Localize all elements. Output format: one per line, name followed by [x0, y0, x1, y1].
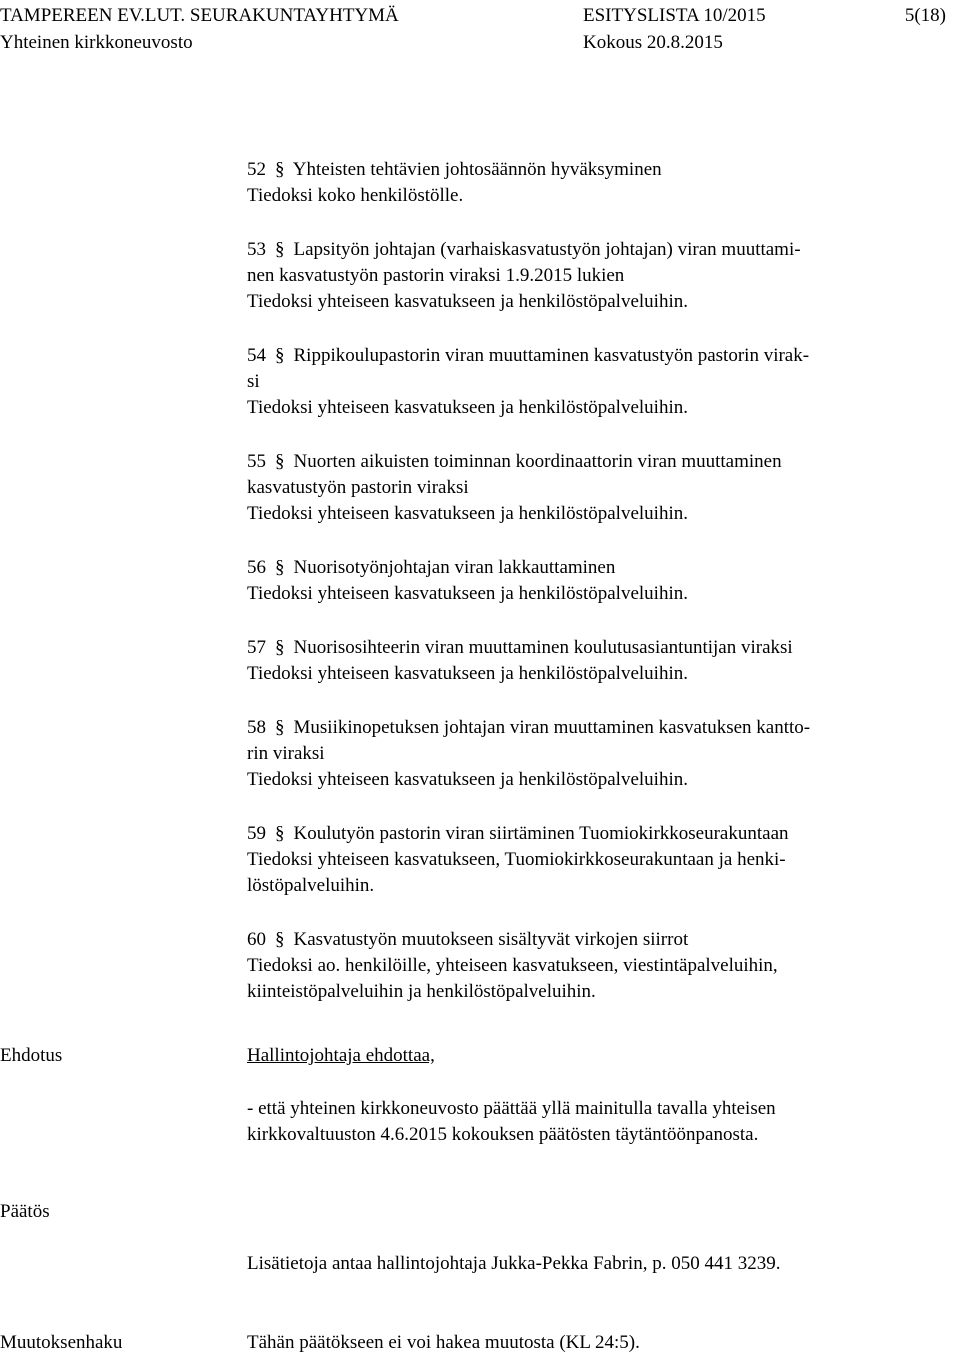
decision-label: Päätös	[0, 1201, 50, 1222]
item-info-line: löstöpalveluihin.	[247, 875, 375, 896]
item-title-line	[247, 157, 947, 183]
item-title-line: nen kasvatustyön pastorin viraksi 1.9.2015 lukien	[247, 265, 625, 286]
section-mark: §	[275, 717, 285, 738]
section-mark: §	[275, 637, 285, 658]
item-title-text: Koulutyön pastorin viran siirtäminen Tuomiokirkkoseurakuntaan	[293, 823, 789, 844]
list-item	[247, 927, 947, 1005]
item-title-text: Lapsityön johtajan (varhaiskasvatustyön johtajan) viran muuttami-	[293, 239, 801, 260]
item-info-line: Tiedoksi yhteiseen kasvatukseen ja henkilöstöpalveluihin.	[247, 583, 688, 604]
item-title-line	[247, 555, 947, 581]
proposal-line: - että yhteinen kirkkoneuvosto päättää yllä mainitulla tavalla yhteisen	[247, 1098, 776, 1119]
list-item	[247, 343, 947, 421]
item-info-line: Tiedoksi yhteiseen kasvatukseen ja henkilöstöpalveluihin.	[247, 663, 688, 684]
item-title-text: Nuorten aikuisten toiminnan koordinaattorin viran muuttaminen	[293, 451, 782, 472]
list-item	[247, 157, 947, 209]
item-number: 53	[247, 239, 266, 260]
section-mark: §	[275, 159, 285, 180]
item-info-line: Tiedoksi ao. henkilöille, yhteiseen kasvatukseen, viestintäpalveluihin,	[247, 955, 778, 976]
item-title-line	[247, 821, 947, 847]
proposal-line: kirkkovaltuuston 4.6.2015 kokouksen päätösten täytäntöönpanosta.	[247, 1124, 759, 1145]
item-number: 54	[247, 345, 266, 366]
item-number: 52	[247, 159, 266, 180]
item-number: 60	[247, 929, 266, 950]
section-mark: §	[275, 345, 285, 366]
item-title-line	[247, 635, 947, 661]
contact-info: Lisätietoja antaa hallintojohtaja Jukka-Pekka Fabrin, p. 050 441 3239.	[247, 1253, 781, 1274]
list-item	[247, 555, 947, 607]
item-title-text: Nuorisotyönjohtajan viran lakkauttaminen	[293, 557, 616, 578]
item-number: 59	[247, 823, 266, 844]
item-title-line: rin viraksi	[247, 743, 325, 764]
list-item	[247, 635, 947, 687]
list-item	[247, 715, 947, 793]
item-info-line: Tiedoksi yhteiseen kasvatukseen ja henkilöstöpalveluihin.	[247, 503, 688, 524]
section-mark: §	[275, 929, 285, 950]
item-number: 58	[247, 717, 266, 738]
governing-body: Yhteinen kirkkoneuvosto	[0, 32, 193, 53]
item-title-text: Kasvatustyön muutokseen sisältyvät virkojen siirrot	[293, 929, 689, 950]
section-mark: §	[275, 557, 285, 578]
meeting-date: Kokous 20.8.2015	[583, 32, 723, 53]
proposal-label: Ehdotus	[0, 1045, 63, 1066]
list-item	[247, 821, 947, 899]
item-info-line: Tiedoksi yhteiseen kasvatukseen ja henkilöstöpalveluihin.	[247, 769, 688, 790]
item-number: 57	[247, 637, 266, 658]
item-info-line: Tiedoksi yhteiseen kasvatukseen ja henkilöstöpalveluihin.	[247, 397, 688, 418]
section-mark: §	[275, 451, 285, 472]
organization-name: TAMPEREEN EV.LUT. SEURAKUNTAYHTYMÄ	[0, 5, 399, 26]
proposal-heading: Hallintojohtaja ehdottaa,	[247, 1045, 435, 1066]
item-number: 56	[247, 557, 266, 578]
item-title-line	[247, 715, 947, 741]
item-number: 55	[247, 451, 266, 472]
proposal-text	[247, 1096, 947, 1148]
item-info-line: Tiedoksi yhteiseen kasvatukseen ja henkilöstöpalveluihin.	[247, 291, 688, 312]
section-mark: §	[275, 239, 285, 260]
decision-items-list	[247, 157, 947, 1033]
item-title-line	[247, 449, 947, 475]
item-info-line: kiinteistöpalveluihin ja henkilöstöpalveluihin.	[247, 981, 596, 1002]
item-title-line: kasvatustyön pastorin viraksi	[247, 477, 469, 498]
item-title-line	[247, 237, 947, 263]
item-info-line: Tiedoksi koko henkilöstölle.	[247, 185, 464, 206]
item-title-line: si	[247, 371, 260, 392]
page-number: 5(18)	[904, 5, 946, 26]
item-title-text: Musiikinopetuksen johtajan viran muuttaminen kasvatuksen kantto-	[293, 717, 811, 738]
item-title-line	[247, 343, 947, 369]
item-info-line: Tiedoksi yhteiseen kasvatukseen, Tuomiokirkkoseurakuntaan ja henki-	[247, 849, 786, 870]
list-item	[247, 449, 947, 527]
item-title-text: Yhteisten tehtävien johtosäännön hyväksyminen	[292, 159, 662, 180]
appeal-label: Muutoksenhaku	[0, 1332, 123, 1353]
item-title-line	[247, 927, 947, 953]
agenda-number: ESITYSLISTA 10/2015	[583, 5, 766, 26]
appeal-text: Tähän päätökseen ei voi hakea muutosta (KL 24:5).	[247, 1332, 640, 1353]
list-item	[247, 237, 947, 315]
item-title-text: Nuorisosihteerin viran muuttaminen koulutusasiantuntijan viraksi	[293, 637, 793, 658]
item-title-text: Rippikoulupastorin viran muuttaminen kasvatustyön pastorin virak-	[293, 345, 810, 366]
section-mark: §	[275, 823, 285, 844]
